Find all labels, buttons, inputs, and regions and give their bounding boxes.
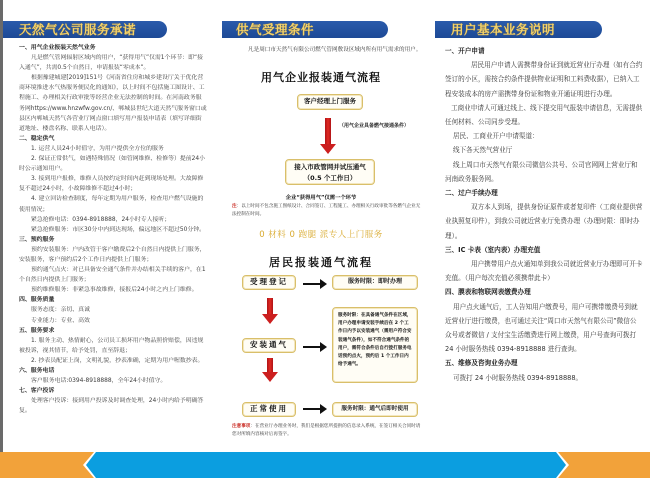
paragraph: 用户点火通气后，工人告知用户缴费号，用户可携带缴费号到就近营业厅进行缴费，也可通过关注“周口市天然气有限公司”微信公众号或者微信 / 支付宝生活缴费进行网上缴费，用户号查询可拨打 24 小时服务热线 0394-8918888 进行查询。 bbox=[445, 302, 638, 354]
service-commitment-banner: 天然气公司服务承诺 bbox=[3, 21, 167, 38]
flow-step-connect-duration: （0.5 个工作日） bbox=[303, 173, 357, 182]
zero-material-slogan: 0 材料 0 跑腿 派专人上门服务 bbox=[259, 230, 383, 240]
resident-step-register-info: 服务时限：即时办理 bbox=[332, 275, 418, 290]
flow-step-connect-label: 接入市政管网并试压通气 bbox=[294, 163, 366, 171]
paragraph: 居民用户申请人需携带身份证到就近营业厅办理（如有合约签订的小区，需按合约条件提供物业证明和工料费收据），已纳入工程安装成本的房产需携带身份证和物业开通证明进行办理。 bbox=[445, 61, 643, 98]
resident-step-register: 受理登记 bbox=[242, 275, 296, 290]
paragraph: 1. 运营人员24小时值守，为用户提供全方位的服务 bbox=[31, 145, 164, 152]
paragraph: 预约安装服务：户内改管于客户缴费后2个自然日内提供上门服务，安装服务，客户预约后2个工作日内提供上门服务； bbox=[19, 246, 206, 263]
resident-flow-title: 居民报装通气流程 bbox=[269, 256, 373, 269]
arrow-right-icon bbox=[303, 283, 323, 285]
paragraph: 2. 保证正常供气，如遇特殊情况（如管网维修、检修等）提前24小时公示通知用户。 bbox=[19, 156, 206, 173]
section-heading: 二、过户手续办理 bbox=[445, 189, 498, 198]
paragraph: 服务态度：亲切、真诚 bbox=[31, 307, 90, 314]
paragraph: 紧急抢修服务：市区30分中内到达现场，偏远地区不超过50分钟。 bbox=[31, 226, 206, 233]
paragraph: 双方本人到场，提供身份证原件或者复印件（工商业提供营业执照复印件），到我公司就近营业厅免费办理（办理时限：即时办理）。 bbox=[445, 203, 643, 240]
paragraph: 1. 服务主动、热情耐心，公司员工损坏用户物品照价赔偿，因违规被投诉，视其情节，给予处罚，直至辞退； bbox=[19, 337, 204, 354]
paragraph: 用户携带用户点火通知单到我公司就近营业厅办理即可开卡充值。（用户每次充值必须携带此卡） bbox=[445, 260, 643, 283]
resident-note bbox=[232, 423, 422, 439]
paragraph: 工商业申请人可通过线上、线下提交用气报装申请信息，无需提供任何材料、公司同步受理。 bbox=[445, 103, 643, 127]
gas-supply-conditions-column bbox=[215, 0, 427, 452]
flow-step-manager-visit: 客户经理上门服务 bbox=[297, 94, 363, 110]
arrow-right-icon bbox=[303, 408, 323, 410]
note-text: ：在营业厅办理业务时，我们是根据您所提供的信息录入系统，在签订相关合同时请您对所填内容核对后再签字。 bbox=[232, 424, 421, 438]
section-heading: 六、服务电话 bbox=[19, 368, 55, 374]
service-commitment-column bbox=[3, 0, 215, 452]
paragraph: 线下各天然气营业厅 bbox=[453, 146, 513, 155]
paragraph: 处理客户投诉：接到用户投诉及时调查处理，24小时内给予明确答复。 bbox=[19, 398, 204, 415]
arrow-down-icon bbox=[267, 358, 273, 374]
paragraph: 客户服务电话:0394-8918888，全年24小时值守。 bbox=[31, 378, 167, 385]
resident-step-use: 正常使用 bbox=[242, 402, 296, 417]
resident-step-use-info: 服务时限：通气后即时使用 bbox=[332, 402, 418, 417]
section-heading: 五、维修及咨询业务办理 bbox=[445, 359, 518, 368]
section-heading: 三、预约服务 bbox=[19, 236, 55, 243]
gas-supply-conditions-banner: 供气受理条件 bbox=[222, 21, 388, 38]
paragraph: 凡是燃气管网辐射区域内的用户，“获得用气”仅需1个环节：即“接入通气”，共需0.5个自然日，申请报装“零成本”。 bbox=[19, 55, 203, 72]
paragraph: 可拨打 24 小时服务热线 0394-8918888。 bbox=[453, 373, 583, 382]
section-heading: 七、客户投诉 bbox=[19, 388, 55, 395]
footer-blue-band bbox=[86, 452, 566, 478]
flow-step-connect bbox=[285, 159, 375, 185]
arrow-down-icon bbox=[325, 118, 331, 146]
arrow-right-icon bbox=[303, 346, 323, 348]
intro-text: 凡是周口市天然气有限公司燃气管网敷设区域内所有用气需求的用户。 bbox=[248, 47, 422, 53]
note-label: 注意事项 bbox=[232, 424, 251, 429]
paragraph: 紧急抢修电话：0394-8918888，24小时专人接听； bbox=[31, 216, 171, 223]
enterprise-flow-title: 用气企业报装通气流程 bbox=[261, 71, 381, 84]
paragraph: 预约通气点火：对已具备安全通气条件并办结相关手续的客户，在1个自然日内提供上门服务； bbox=[19, 267, 206, 284]
section-heading: 二、稳定供气 bbox=[19, 135, 55, 142]
section-heading: 四、服务质量 bbox=[19, 297, 55, 304]
paragraph: 4. 建立回访检查制度，每年定期为用户服务，检查用户燃气设施的使用情况； bbox=[19, 196, 204, 213]
section-heading: 一、用气企业报装天然气业务 bbox=[19, 45, 96, 51]
note-text: ：以上时间不包含施工图纸设计、合同签订、工程施工、办理相关行政审批等各燃气企业无法控制在时间。 bbox=[232, 204, 421, 217]
section-heading: 五、服务要求 bbox=[19, 327, 55, 334]
paragraph: 专业能力：专业、高效 bbox=[31, 317, 90, 324]
resident-step-install: 安装通气 bbox=[242, 338, 296, 353]
paragraph: 3. 接到用户报修，维修人员按约定时间内赶到现场处理。大故障修复不超过24小时，小故障维修不超过4小时； bbox=[19, 176, 204, 193]
paragraph: 线上周口市天然气有限公司微信公共号、公司官网网上营业厅和河南政务服务网。 bbox=[445, 160, 638, 183]
paragraph: 根据豫建城建[2019]151号《河南省住房和城乡建设厅关于优化营商环境推进水气热服务便民化的通知》，以上时间不包括施工图设计、工程施工、办理相关行政审批等经营企业无法控制的时间。在河南政务服务网https://www.hnzwfw.gov.cn/、郸城县世纪大道天然气服务窗口或县区内郸城天然气各营业厅网点窗口填写用户报装申请表（填写详细街道地址、楼盘名称、联系人电话）。 bbox=[19, 75, 207, 132]
basic-business-banner: 用户基本业务说明 bbox=[435, 21, 602, 38]
service-commitment-text bbox=[19, 43, 207, 416]
paragraph: 居民、工商业开户申请渠道： bbox=[453, 132, 539, 141]
enterprise-note bbox=[232, 203, 422, 219]
note-label: 注 bbox=[232, 204, 237, 209]
arrow-down-icon bbox=[267, 298, 273, 316]
paragraph: 预约维修服务：非紧急事故维修，接报后24小时之内上门维修。 bbox=[31, 287, 198, 294]
section-heading: 四、膜表和物联网表缴费办理 bbox=[445, 288, 531, 297]
one-step-caption: 企业“获得用气”仅需一个环节 bbox=[285, 195, 357, 201]
condition-note: （用气企业具备燃气接通条件） bbox=[339, 123, 410, 129]
section-heading: 一、开户申请 bbox=[445, 47, 485, 55]
basic-business-text bbox=[445, 44, 643, 385]
section-heading: 三、IC 卡表（室内表）办理充值 bbox=[445, 245, 541, 254]
paragraph: 2. 抄表员配证上岗，文明礼貌，抄表准确，定期为用户喔数抄表。 bbox=[31, 357, 204, 364]
basic-business-column bbox=[427, 0, 650, 452]
resident-step-install-info: 服务时限：在具备通气条件在区域，用户办理申请安装手续后在 2 个工作日内予以安装通气（需用户符合安装通气条件），如不符合通气条件的用户，需符合条件后自行拨打服务电话预约点火，预约后 1 个工作日内给予通气。 bbox=[332, 307, 418, 383]
